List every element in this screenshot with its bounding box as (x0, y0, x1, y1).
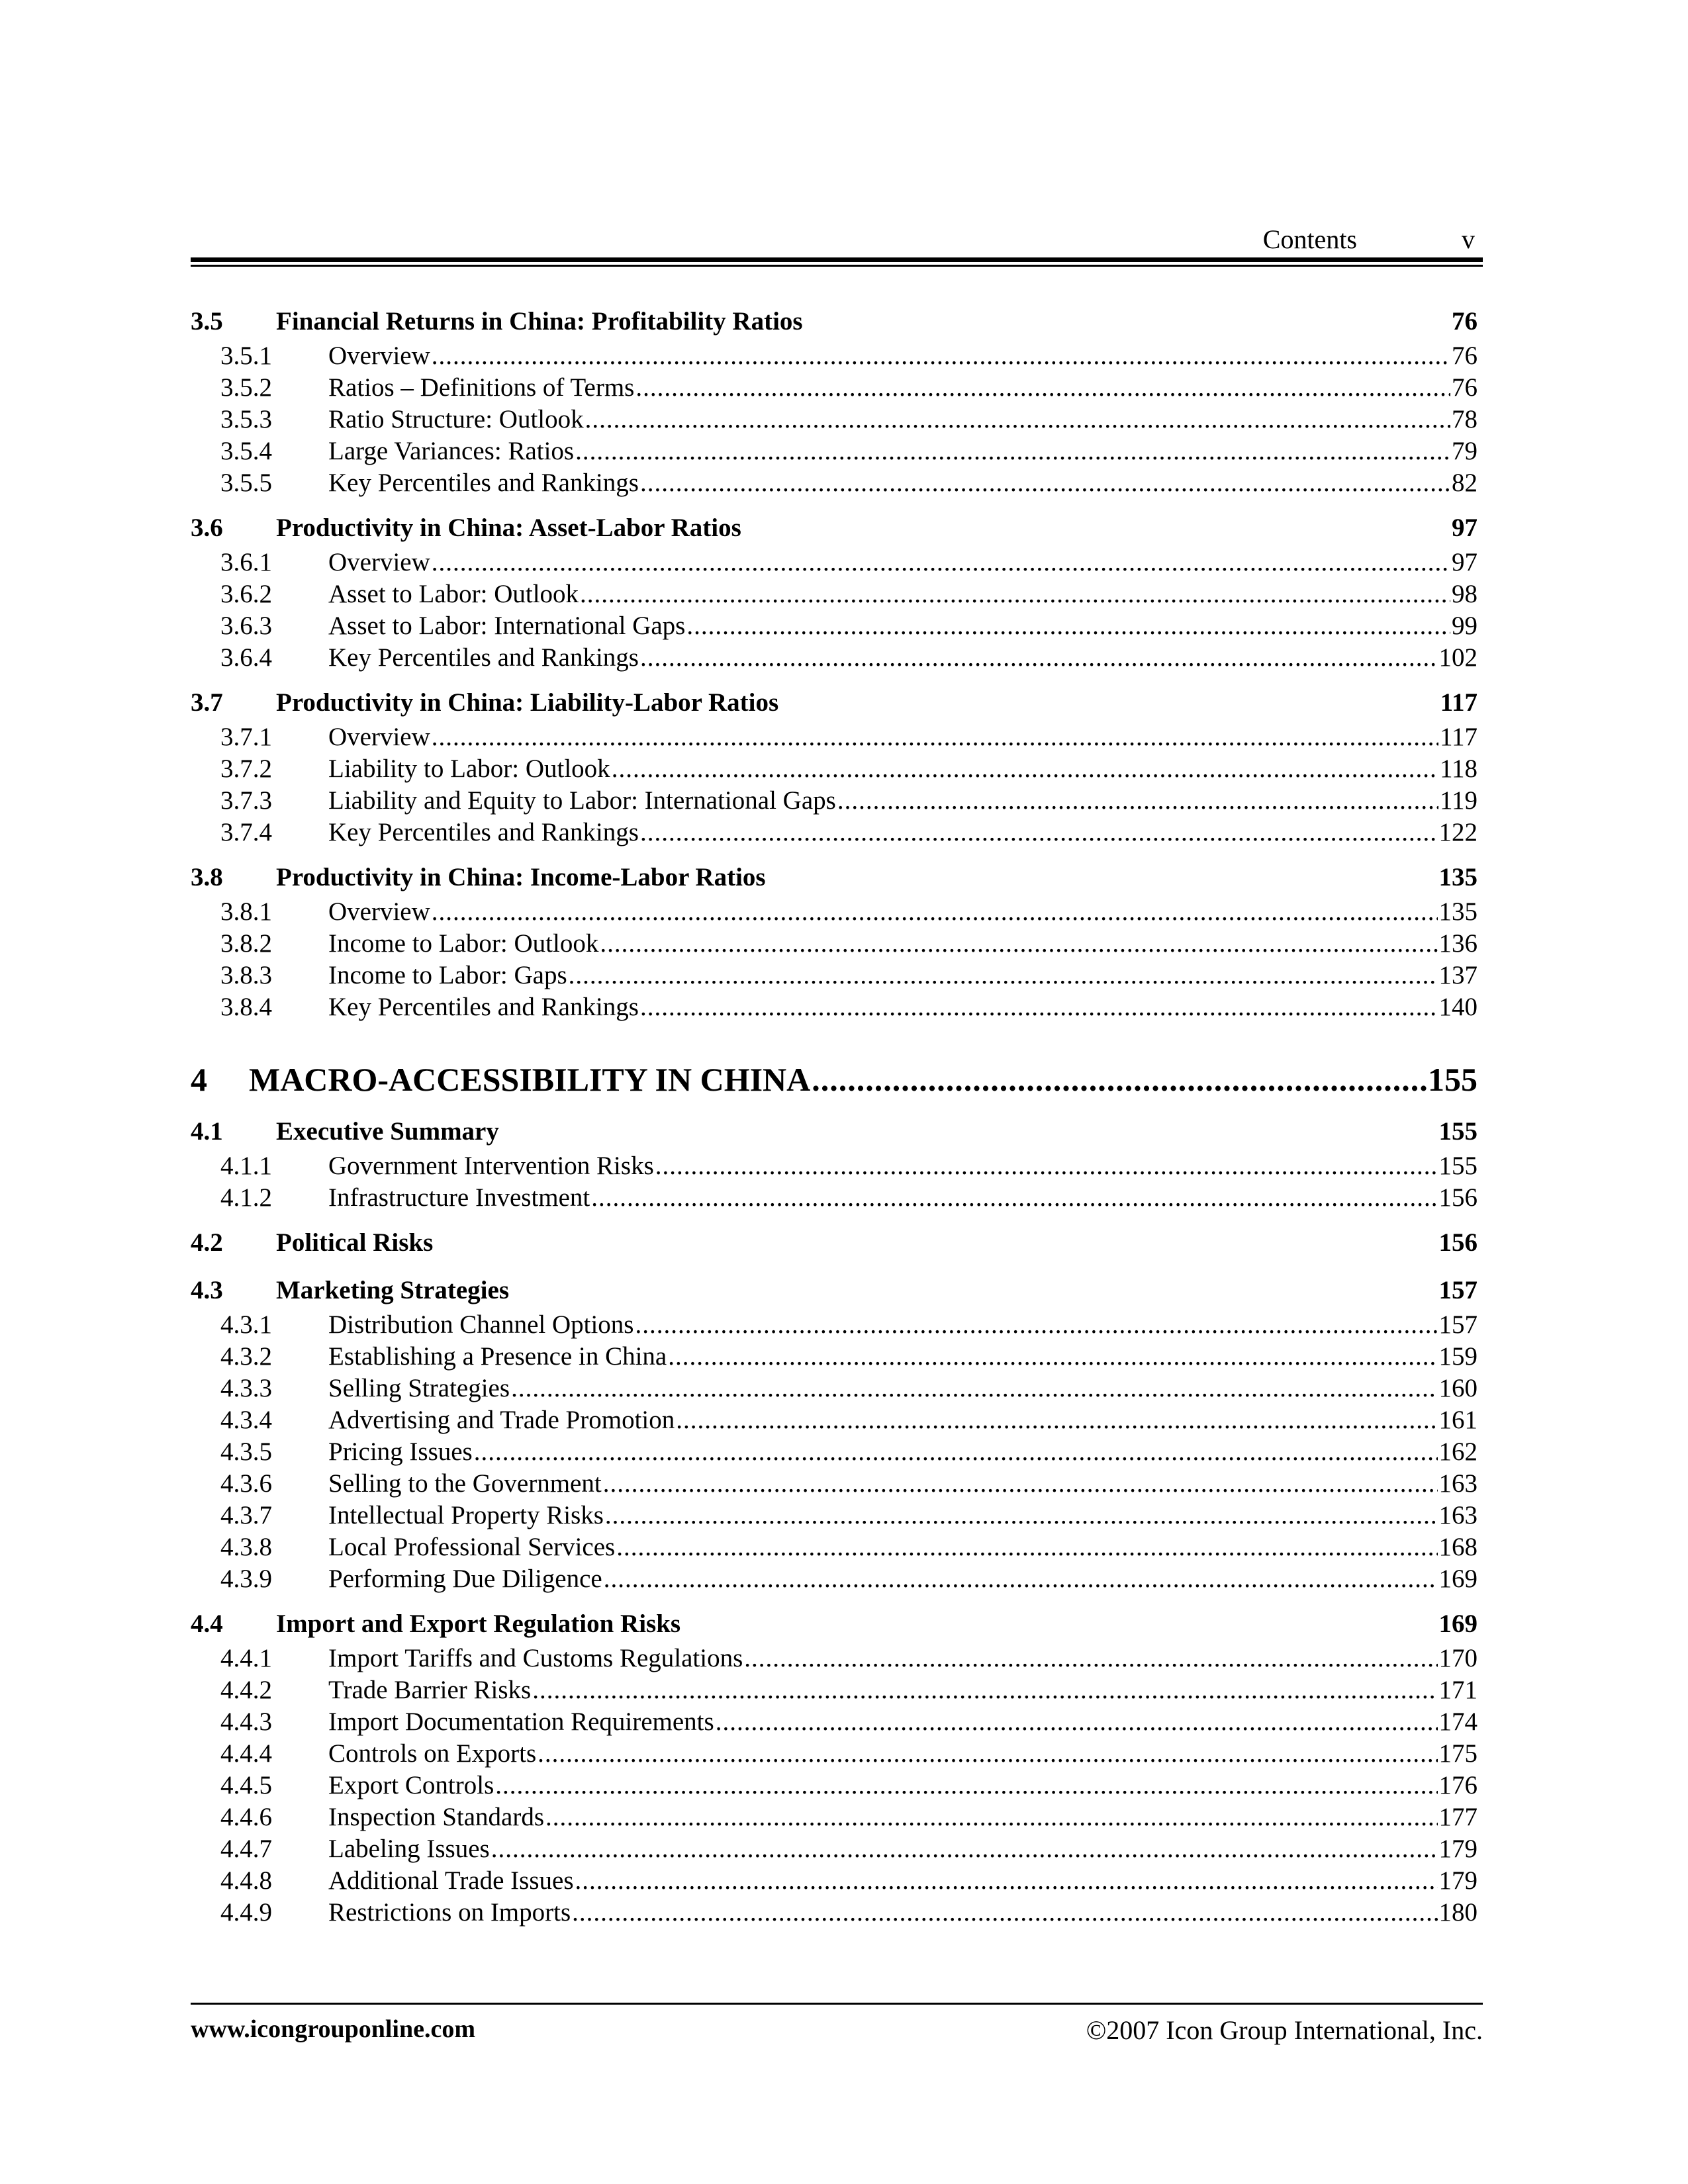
toc-entry-title: Overview (328, 723, 430, 751)
toc-entry-sub[interactable] (191, 1309, 1477, 1341)
dot-leader (837, 785, 1438, 817)
toc-entry-sec[interactable] (191, 510, 1477, 547)
toc-entry-number: 3.6 (191, 514, 223, 542)
footer-copyright: ©2007 Icon Group International, Inc. (1086, 2015, 1483, 2045)
toc-entry-page: 163 (1438, 1501, 1477, 1529)
dot-leader (511, 1373, 1437, 1404)
toc-entry-sub[interactable] (191, 785, 1477, 817)
header-section-title: Contents (1262, 224, 1357, 254)
toc-entry-number: 4.3.1 (220, 1310, 272, 1339)
toc-entry-page: 179 (1438, 1835, 1477, 1863)
toc-entry-title: Key Percentiles and Rankings (328, 469, 639, 497)
toc-entry-title: Key Percentiles and Rankings (328, 643, 639, 672)
toc-entry-number: 4.4.4 (220, 1739, 272, 1768)
header-rule-thin (191, 265, 1483, 267)
toc-entry-number: 3.6.2 (220, 580, 272, 608)
toc-entry-title: Inspection Standards (328, 1803, 545, 1831)
toc-entry-number: 4.2 (191, 1228, 223, 1257)
dot-leader (655, 1150, 1438, 1182)
toc-entry-page: 160 (1438, 1374, 1477, 1402)
dot-leader (538, 1738, 1437, 1770)
toc-entry-number: 4.4.6 (220, 1803, 272, 1831)
toc-entry-sub[interactable] (191, 1897, 1477, 1929)
toc-entry-number: 4.4.3 (220, 1707, 272, 1736)
toc-entry-page: 161 (1438, 1406, 1477, 1434)
toc-entry-title: Selling to the Government (328, 1469, 602, 1498)
toc-entry-title: Key Percentiles and Rankings (328, 818, 639, 846)
toc-entry-title: Establishing a Presence in China (328, 1342, 667, 1371)
toc-entry-page: 135 (1438, 863, 1477, 891)
toc-entry-page: 135 (1438, 897, 1477, 926)
dot-leader (603, 1468, 1438, 1500)
dot-leader (635, 372, 1450, 404)
toc-entry-page: 156 (1438, 1228, 1477, 1257)
toc-entry-sub[interactable] (191, 467, 1477, 499)
toc-entry-sub[interactable] (191, 896, 1477, 928)
toc-entry-number: 4.4.2 (220, 1676, 272, 1704)
toc-entry-number: 4.3.6 (220, 1469, 272, 1498)
toc-entry-sub[interactable] (191, 1500, 1477, 1531)
toc-entry-title: Ratios – Definitions of Terms (328, 373, 635, 402)
toc-entry-number: 4.3.9 (220, 1565, 272, 1593)
toc-entry-title: Income to Labor: Gaps (328, 961, 567, 989)
toc-entry-number: 3.7.4 (220, 818, 272, 846)
toc-entry-number: 4.3.5 (220, 1437, 272, 1466)
toc-entry-sub[interactable] (191, 960, 1477, 991)
toc-entry-number: 3.8 (191, 863, 223, 891)
dot-leader (569, 960, 1438, 991)
toc-entry-sub[interactable] (191, 928, 1477, 960)
toc-entry-sub[interactable] (191, 1833, 1477, 1865)
toc-entry-page: 97 (1452, 548, 1477, 576)
dot-leader (676, 1404, 1437, 1436)
dot-leader (580, 578, 1450, 610)
toc-entry-title: Marketing Strategies (276, 1276, 509, 1304)
toc-entry-sub[interactable] (191, 1563, 1477, 1595)
dot-leader (605, 1500, 1438, 1531)
toc-entry-page: 175 (1438, 1739, 1477, 1768)
toc-entry-title: Large Variances: Ratios (328, 437, 575, 465)
toc-entry-page: 171 (1438, 1676, 1477, 1704)
toc-entry-page: 117 (1440, 688, 1477, 717)
toc-entry-number: 4.3.3 (220, 1374, 272, 1402)
toc-entry-page: 168 (1438, 1533, 1477, 1561)
toc-entry-title: Productivity in China: Income-Labor Ratios (276, 863, 766, 891)
toc-entry-number: 4.4 (191, 1610, 223, 1638)
toc-entry-title: Liability to Labor: Outlook (328, 754, 610, 783)
toc-entry-sub[interactable] (191, 1404, 1477, 1436)
toc-entry-title: Local Professional Services (328, 1533, 616, 1561)
toc-entry-page: 102 (1438, 643, 1477, 672)
dot-leader (668, 1341, 1437, 1373)
toc-entry-page: 177 (1438, 1803, 1477, 1831)
dot-leader (612, 753, 1438, 785)
toc-entry-title: Restrictions on Imports (328, 1898, 571, 1927)
toc-entry-sub[interactable] (191, 404, 1477, 435)
toc-entry-page: 79 (1452, 437, 1477, 465)
toc-entry-title: Performing Due Diligence (328, 1565, 602, 1593)
toc-entry-title: Key Percentiles and Rankings (328, 993, 639, 1021)
toc-entry-number: 3.5.2 (220, 373, 272, 402)
toc-entry-page: 159 (1438, 1342, 1477, 1371)
toc-entry-number: 4.3.2 (220, 1342, 272, 1371)
toc-entry-title: Asset to Labor: Outlook (328, 580, 579, 608)
footer-website-link[interactable]: www.icongrouponline.com (191, 2015, 476, 2043)
toc-entry-sub[interactable] (191, 372, 1477, 404)
footer-rule (191, 2003, 1483, 2005)
toc-entry-page: 162 (1438, 1437, 1477, 1466)
toc-entry-number: 4 (191, 1061, 207, 1098)
toc-entry-page: 76 (1452, 341, 1477, 370)
toc-entry-sub[interactable] (191, 1643, 1477, 1674)
toc-entry-page: 155 (1438, 1117, 1477, 1146)
toc-entry-sub[interactable] (191, 340, 1477, 372)
toc-entry-number: 4.4.5 (220, 1771, 272, 1799)
toc-entry-page: 156 (1438, 1183, 1477, 1212)
toc-entry-page: 99 (1452, 612, 1477, 640)
dot-leader (744, 1643, 1437, 1674)
toc-entry-page: 137 (1438, 961, 1477, 989)
toc-entry-number: 3.5.3 (220, 405, 272, 433)
table-of-contents (191, 293, 1477, 1929)
toc-entry-number: 4.3 (191, 1276, 223, 1304)
header-page-number: v (1462, 224, 1475, 254)
toc-entry-page: 97 (1452, 514, 1477, 542)
dot-leader (812, 1056, 1427, 1103)
toc-entry-page: 179 (1438, 1866, 1477, 1895)
toc-entry-sub[interactable] (191, 1801, 1477, 1833)
toc-entry-number: 3.8.4 (220, 993, 272, 1021)
toc-entry-chap[interactable] (191, 1056, 1477, 1103)
dot-leader (432, 340, 1450, 372)
toc-entry-page: 169 (1438, 1565, 1477, 1593)
toc-entry-page: 118 (1439, 754, 1477, 783)
toc-entry-page: 76 (1452, 307, 1477, 336)
dot-leader (686, 610, 1450, 642)
toc-entry-number: 4.4.9 (220, 1898, 272, 1927)
toc-entry-sub[interactable] (191, 1738, 1477, 1770)
toc-entry-sub[interactable] (191, 753, 1477, 785)
toc-entry-page: 163 (1438, 1469, 1477, 1498)
toc-entry-page: 176 (1438, 1771, 1477, 1799)
toc-entry-page: 119 (1439, 786, 1477, 815)
toc-entry-page: 155 (1428, 1061, 1477, 1098)
toc-entry-title: Additional Trade Issues (328, 1866, 574, 1895)
toc-entry-sec[interactable] (191, 1224, 1477, 1261)
toc-entry-title: Productivity in China: Liability-Labor Ratios (276, 688, 779, 717)
toc-entry-page: 170 (1438, 1644, 1477, 1672)
toc-entry-number: 3.8.2 (220, 929, 272, 958)
dot-leader (432, 896, 1438, 928)
dot-leader (575, 435, 1450, 467)
toc-entry-number: 3.6.1 (220, 548, 272, 576)
toc-entry-number: 4.4.7 (220, 1835, 272, 1863)
toc-entry-number: 3.6.4 (220, 643, 272, 672)
toc-entry-page: 82 (1452, 469, 1477, 497)
toc-entry-sub[interactable] (191, 721, 1477, 753)
toc-entry-sub[interactable] (191, 1770, 1477, 1801)
dot-leader (616, 1531, 1437, 1563)
toc-entry-title: Executive Summary (276, 1117, 499, 1146)
toc-entry-number: 3.7.2 (220, 754, 272, 783)
toc-entry-page: 76 (1452, 373, 1477, 402)
toc-entry-title: Political Risks (276, 1228, 434, 1257)
toc-entry-sec[interactable] (191, 1113, 1477, 1150)
toc-entry-number: 3.8.3 (220, 961, 272, 989)
toc-entry-sub[interactable] (191, 1436, 1477, 1468)
toc-entry-title: Labeling Issues (328, 1835, 490, 1863)
toc-entry-title: Import Tariffs and Customs Regulations (328, 1644, 743, 1672)
dot-leader (604, 1563, 1438, 1595)
toc-entry-sub[interactable] (191, 642, 1477, 674)
dot-leader (585, 404, 1450, 435)
toc-entry-title: Overview (328, 897, 430, 926)
toc-entry-number: 4.3.8 (220, 1533, 272, 1561)
toc-entry-sub[interactable] (191, 610, 1477, 642)
toc-entry-number: 3.8.1 (220, 897, 272, 926)
toc-entry-sub[interactable] (191, 817, 1477, 848)
dot-leader (572, 1897, 1437, 1929)
header-rule-thick (191, 257, 1483, 262)
dot-leader (532, 1674, 1437, 1706)
dot-leader (495, 1770, 1437, 1801)
toc-entry-page: 157 (1438, 1310, 1477, 1339)
toc-entry-sub[interactable] (191, 435, 1477, 467)
toc-entry-title: Government Intervention Risks (328, 1152, 654, 1180)
toc-entry-number: 4.3.4 (220, 1406, 272, 1434)
toc-entry-page: 174 (1438, 1707, 1477, 1736)
toc-entry-number: 3.7.1 (220, 723, 272, 751)
toc-entry-sec[interactable] (191, 1606, 1477, 1643)
toc-entry-title: Import and Export Regulation Risks (276, 1610, 681, 1638)
toc-entry-sub[interactable] (191, 547, 1477, 578)
toc-entry-sub[interactable] (191, 1674, 1477, 1706)
toc-entry-sub[interactable] (191, 1531, 1477, 1563)
toc-entry-title: Income to Labor: Outlook (328, 929, 599, 958)
toc-entry-page: 140 (1438, 993, 1477, 1021)
toc-entry-sub[interactable] (191, 1865, 1477, 1897)
dot-leader (591, 1182, 1437, 1214)
toc-entry-number: 4.4.1 (220, 1644, 272, 1672)
toc-entry-page: 98 (1452, 580, 1477, 608)
toc-entry-number: 3.7 (191, 688, 223, 717)
dot-leader (640, 991, 1438, 1023)
toc-entry-title: Export Controls (328, 1771, 494, 1799)
toc-entry-title: Overview (328, 548, 430, 576)
dot-leader (716, 1706, 1438, 1738)
toc-entry-number: 4.1.2 (220, 1183, 272, 1212)
toc-entry-sub[interactable] (191, 1373, 1477, 1404)
toc-entry-number: 3.6.3 (220, 612, 272, 640)
toc-entry-number: 3.5.1 (220, 341, 272, 370)
toc-entry-sub[interactable] (191, 1341, 1477, 1373)
toc-entry-sec[interactable] (191, 684, 1477, 721)
toc-entry-title: Intellectual Property Risks (328, 1501, 604, 1529)
toc-entry-title: MACRO-ACCESSIBILITY IN CHINA (249, 1061, 811, 1098)
toc-entry-page: 155 (1438, 1152, 1477, 1180)
toc-entry-sub[interactable] (191, 1468, 1477, 1500)
toc-entry-sub[interactable] (191, 1182, 1477, 1214)
toc-entry-page: 117 (1439, 723, 1477, 751)
dot-leader (640, 817, 1438, 848)
toc-entry-title: Distribution Channel Options (328, 1310, 634, 1339)
toc-entry-number: 4.4.8 (220, 1866, 272, 1895)
toc-entry-title: Productivity in China: Asset-Labor Ratios (276, 514, 741, 542)
dot-leader (575, 1865, 1438, 1897)
dot-leader (640, 642, 1438, 674)
toc-entry-page: 157 (1438, 1276, 1477, 1304)
toc-entry-title: Controls on Exports (328, 1739, 537, 1768)
toc-entry-page: 136 (1438, 929, 1477, 958)
toc-entry-title: Advertising and Trade Promotion (328, 1406, 675, 1434)
toc-entry-title: Trade Barrier Risks (328, 1676, 532, 1704)
dot-leader (545, 1801, 1437, 1833)
toc-entry-number: 4.1.1 (220, 1152, 272, 1180)
toc-entry-number: 3.5.4 (220, 437, 272, 465)
toc-entry-title: Infrastructure Investment (328, 1183, 590, 1212)
toc-entry-title: Asset to Labor: International Gaps (328, 612, 686, 640)
toc-entry-title: Pricing Issues (328, 1437, 473, 1466)
toc-entry-title: Selling Strategies (328, 1374, 510, 1402)
toc-entry-page: 78 (1452, 405, 1477, 433)
dot-leader (432, 547, 1450, 578)
dot-leader (600, 928, 1437, 960)
toc-entry-number: 3.5 (191, 307, 223, 336)
running-header (191, 218, 1483, 258)
dot-leader (491, 1833, 1438, 1865)
toc-entry-page: 122 (1438, 818, 1477, 846)
toc-entry-sub[interactable] (191, 578, 1477, 610)
toc-entry-page: 169 (1438, 1610, 1477, 1638)
dot-leader (432, 721, 1438, 753)
dot-leader (474, 1436, 1438, 1468)
toc-entry-sec[interactable] (191, 859, 1477, 896)
toc-entry-title: Overview (328, 341, 430, 370)
toc-entry-title: Import Documentation Requirements (328, 1707, 714, 1736)
toc-entry-sec[interactable] (191, 1272, 1477, 1309)
dot-leader (635, 1309, 1438, 1341)
toc-entry-title: Liability and Equity to Labor: International Gaps (328, 786, 836, 815)
toc-entry-title: Ratio Structure: Outlook (328, 405, 584, 433)
toc-entry-number: 3.7.3 (220, 786, 272, 815)
toc-entry-number: 3.5.5 (220, 469, 272, 497)
toc-entry-page: 180 (1438, 1898, 1477, 1927)
toc-entry-number: 4.3.7 (220, 1501, 272, 1529)
toc-entry-title: Financial Returns in China: Profitability Ratios (276, 307, 803, 336)
toc-entry-number: 4.1 (191, 1117, 223, 1146)
toc-entry-sub[interactable] (191, 1706, 1477, 1738)
dot-leader (640, 467, 1450, 499)
toc-entry-sub[interactable] (191, 991, 1477, 1023)
toc-entry-sec[interactable] (191, 303, 1477, 340)
toc-entry-sub[interactable] (191, 1150, 1477, 1182)
